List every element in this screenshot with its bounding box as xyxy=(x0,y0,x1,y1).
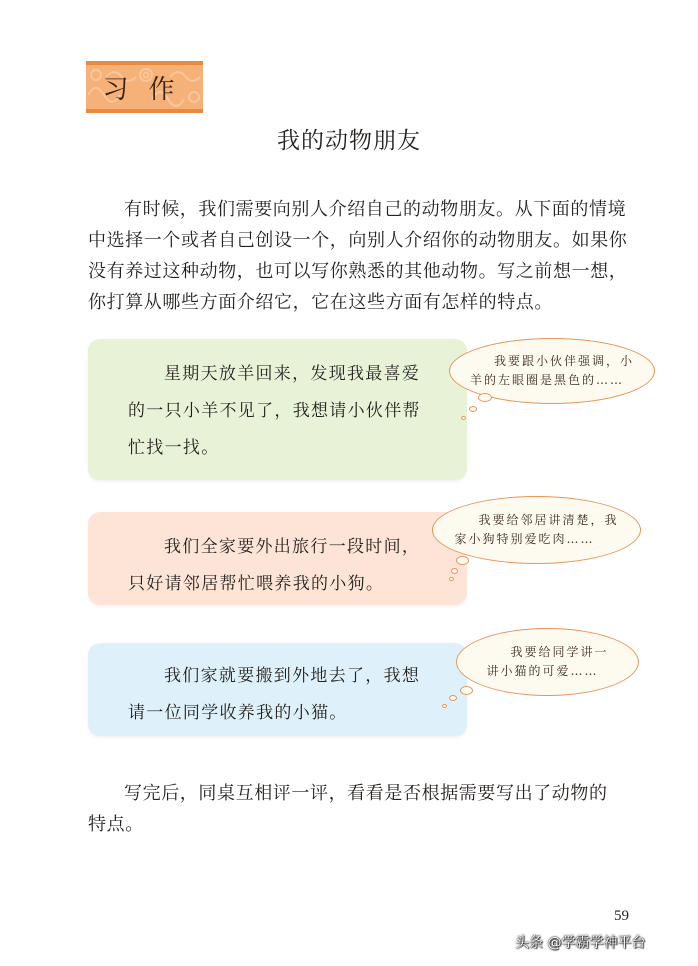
scenario-line: 的一只小羊不见了，我想请小伙伴帮 xyxy=(128,401,421,421)
closing-line: 特点。 xyxy=(88,814,144,835)
thought-line: 我要给同学讲一 xyxy=(510,645,609,659)
thought-dot xyxy=(456,556,469,565)
scenario-line: 忙找一找。 xyxy=(128,438,220,458)
thought-bubble-puppy xyxy=(432,496,641,564)
intro-line: 没有养过这种动物，也可以写你熟悉的其他动物。写之前想一想， xyxy=(88,261,628,282)
thought-dot xyxy=(469,406,477,412)
thought-dot xyxy=(449,695,457,701)
thought-line: 羊的左眼圈是黑色的…… xyxy=(469,373,624,387)
intro-line: 有时候，我们需要向别人介绍自己的动物朋友。从下面的情境 xyxy=(124,199,627,220)
thought-dot xyxy=(460,686,473,695)
thought-dot xyxy=(442,704,447,708)
page-number: 59 xyxy=(614,908,629,924)
scenario-card-lamb xyxy=(88,339,467,480)
closing-line: 写完后，同桌互相评一评，看看是否根据需要写出了动物的 xyxy=(124,783,608,804)
scenario-card-puppy xyxy=(88,512,467,605)
scenario-line: 我们全家要外出旅行一段时间， xyxy=(164,537,421,557)
intro-line: 你打算从哪些方面介绍它，它在这些方面有怎样的特点。 xyxy=(88,292,553,313)
scenario-line: 我们家就要搬到外地去了，我想 xyxy=(164,666,421,686)
watermark: 头条 @学霸学神平台 xyxy=(515,935,646,951)
scenario-line: 只好请邻居帮忙喂养我的小狗。 xyxy=(128,574,385,594)
scenario-line: 星期天放羊回来，发现我最喜爱 xyxy=(164,364,421,384)
page-title: 我的动物朋友 xyxy=(277,128,421,154)
thought-line: 我要给邻居讲清楚，我 xyxy=(478,513,619,527)
thought-dot xyxy=(478,393,492,402)
intro-paragraph xyxy=(88,194,648,318)
scenario-card-kitten xyxy=(88,643,467,736)
thought-line: 我要跟小伙伴强调，小 xyxy=(493,354,634,368)
thought-line: 讲小猫的可爱…… xyxy=(486,664,599,678)
thought-dot xyxy=(451,568,458,574)
thought-dot xyxy=(449,577,454,581)
thought-bubble-kitten xyxy=(456,628,639,696)
scenario-line: 请一位同学收养我的小猫。 xyxy=(128,703,348,723)
closing-paragraph xyxy=(88,778,648,840)
intro-line: 中选择一个或者自己创设一个，向别人介绍你的动物朋友。如果你 xyxy=(88,230,628,251)
thought-line: 家小狗特别爱吃肉…… xyxy=(454,532,595,546)
section-banner xyxy=(86,61,203,113)
section-label: 习作 xyxy=(102,74,195,105)
thought-dot xyxy=(461,416,466,420)
